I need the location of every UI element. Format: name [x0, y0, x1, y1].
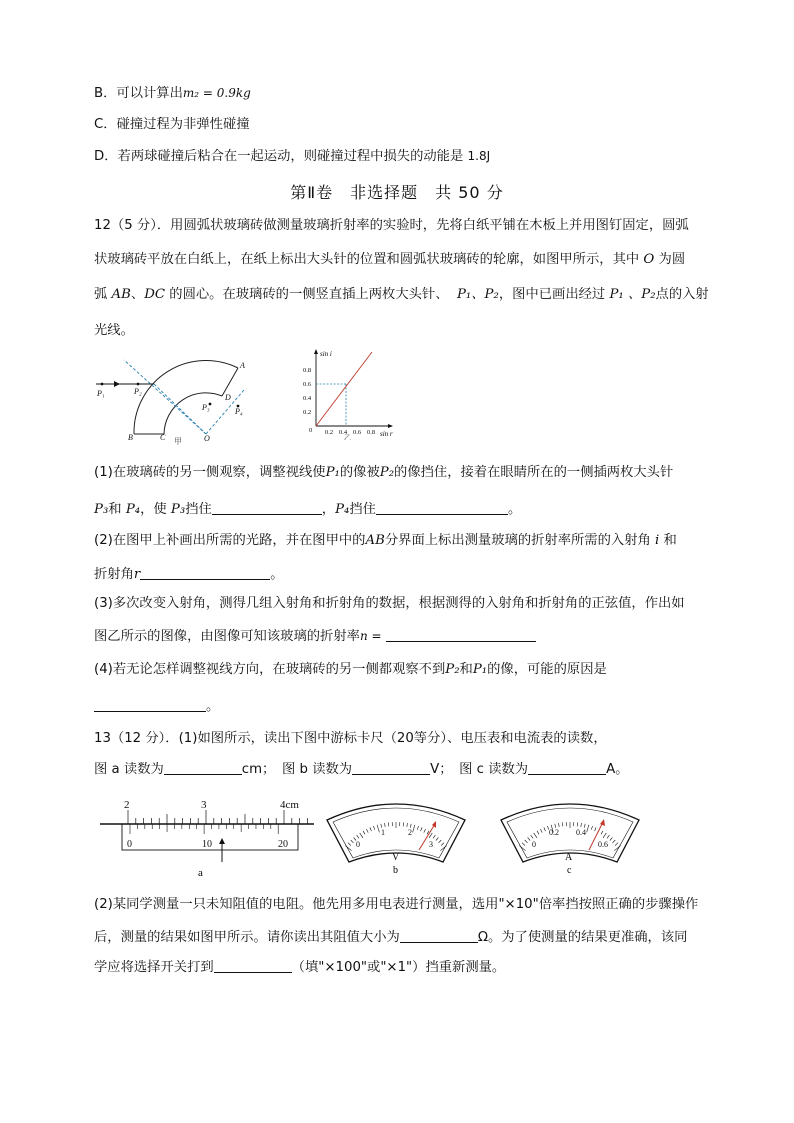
answer-blank-ammeter[interactable] — [528, 760, 606, 775]
meter-scale-tick — [577, 822, 578, 826]
ammeter — [497, 798, 643, 884]
yi-y-arrow — [314, 349, 318, 354]
meter-scale-tick — [610, 837, 613, 840]
label-a: A — [240, 361, 245, 370]
label-p1: P₁ — [97, 389, 105, 398]
vernier-tick-20: 20 — [278, 839, 288, 850]
yi-ytick-0.8: 0.8 — [303, 367, 312, 374]
answer-blank-caliper[interactable] — [164, 760, 242, 775]
pin-p2 — [137, 383, 140, 386]
ammeter-tick-0.4: 0.4 — [576, 828, 586, 837]
vernier-tick-10: 10 — [202, 839, 212, 850]
q12-s4-line-1: (4)若无论怎样调整视线方向，在玻璃砖的另一侧都观察不到P₂和P₁的像，可能的原因是 — [94, 662, 607, 677]
yi-xtick-0.4: 0.4 — [339, 429, 348, 436]
meter-scale-tick — [436, 837, 439, 840]
glass-outer-arc — [134, 360, 238, 434]
ray-arrow — [114, 381, 120, 387]
q12-s2-line-2: 折射角r 。 — [94, 567, 284, 582]
answer-blank-reason[interactable] — [94, 697, 206, 712]
answer-blank-range[interactable] — [214, 958, 292, 973]
meter-scale-tick — [441, 843, 444, 846]
meter-scale-tick — [360, 833, 363, 838]
main-tick-4cm: 4cm — [280, 799, 299, 811]
caliper-arrow-head — [219, 838, 225, 844]
ammeter-inner — [507, 808, 633, 858]
meter-scale-tick — [433, 835, 435, 838]
vernier-caliper — [98, 796, 320, 882]
answer-blank-p4[interactable] — [376, 500, 508, 515]
q13-line-1: 13（12 分）．(1)如图所示，读出下图中游标卡尺（20等分）、电压表和电流表的读数， — [94, 731, 607, 746]
caliper-caption: a — [198, 867, 203, 879]
meter-scale-tick — [439, 840, 442, 843]
option-b: B．可以计算出m₂ = 0.9kg — [94, 86, 251, 101]
label-b: B — [128, 433, 133, 442]
meter-scale-tick — [385, 823, 386, 827]
meter-scale-tick — [373, 826, 374, 830]
meter-scale-tick — [377, 825, 379, 833]
q12-s1-line-1: (1)在玻璃砖的另一侧观察，调整视线使P₁的像被P₂的像挡住，接着在眼睛所在的一侧插两枚大头针 — [94, 465, 674, 480]
q12-s2-line-1: (2)在图甲上补画出所需的光路，并在图甲中的AB分界面上标出测量玻璃的折射率所需的入射角 i 和 — [94, 533, 677, 548]
ammeter-tick-0: 0 — [532, 840, 536, 849]
label-p2: P₂ — [134, 387, 142, 396]
yi-origin: 0 — [309, 427, 313, 434]
figure-jia-caption: 甲 — [174, 437, 182, 446]
meter-scale-tick — [407, 823, 408, 827]
meter-scale-tick — [544, 827, 546, 831]
meter-scale-tick — [601, 831, 603, 835]
meter-scale-tick — [413, 825, 415, 833]
answer-blank-resistance[interactable] — [400, 928, 478, 943]
meter-scale-tick — [528, 837, 531, 840]
meter-scale-tick — [388, 822, 389, 826]
glass-inner-arc — [164, 393, 222, 434]
yi-xlabel: sin r — [380, 430, 393, 438]
voltmeter-tick-1: 1 — [381, 828, 385, 837]
ammeter-caption: c — [567, 865, 572, 876]
label-o: O — [204, 434, 210, 443]
meter-scale-tick — [562, 822, 563, 826]
q12-line-3: 弧 AB、DC 的圆心。在玻璃砖的一侧竖直插上两枚大头针、 P₁、P₂，图中已画出经过 P₁ 、P₂点的入射 — [94, 287, 709, 302]
yi-ytick-0.4: 0.4 — [303, 395, 312, 402]
option-b-formula: m₂ = 0.9kg — [182, 86, 251, 100]
figure-yi — [300, 346, 396, 440]
ammeter-unit: A — [565, 852, 573, 863]
yi-ytick-0.2: 0.2 — [303, 409, 312, 416]
voltmeter-tick-2: 2 — [408, 828, 412, 837]
label-p3: P₃ — [202, 403, 210, 412]
voltmeter-unit: V — [392, 852, 400, 863]
voltmeter-tick-0: 0 — [356, 840, 360, 849]
normal-dashed-1 — [124, 360, 206, 434]
meter-scale-tick — [531, 835, 533, 838]
option-d: D．若两球碰撞后粘合在一起运动，则碰撞过程中损失的动能是 1.8J — [94, 149, 491, 164]
meter-scale-tick — [534, 833, 537, 838]
q12-s4-line-2: 。 — [94, 697, 219, 716]
meter-scale-tick — [417, 826, 418, 830]
meter-scale-tick — [363, 831, 365, 835]
meter-scale-tick — [424, 829, 426, 833]
figure-yi-caption: 乙 — [344, 434, 351, 440]
q12-s1-line-2: P₃和 P₄，使 P₃挡住 ，P₄挡住 。 — [94, 502, 522, 517]
meter-scale-tick — [370, 827, 372, 831]
answer-blank-p3[interactable] — [212, 500, 322, 515]
label-d: D — [225, 393, 231, 402]
voltmeter-tick-3: 3 — [429, 840, 433, 849]
q13-line-2: 图 a 读数为 cm； 图 b 读数为 V； 图 c 读数为 A。 — [94, 762, 629, 777]
meter-scale-tick — [587, 825, 589, 833]
meter-scale-tick — [525, 840, 528, 843]
ammeter-tick-0.6: 0.6 — [598, 840, 608, 849]
q12-s3-line-2: 图乙所示的图像，由图像可知该玻璃的折射率n = — [94, 627, 536, 646]
q12-line-1: 12（5 分）．用圆弧状玻璃砖做测量玻璃折射率的实验时，先将白纸平铺在木板上并用图钉固定，圆弧 — [94, 218, 689, 233]
meter-scale-tick — [366, 829, 368, 833]
yi-xtick-0.2: 0.2 — [325, 429, 334, 436]
label-c: C — [160, 433, 166, 442]
meter-scale-tick — [357, 835, 359, 838]
normal-dashed-3 — [154, 384, 206, 434]
q13-s2-line-2: 后，测量的结果如图甲所示。请你读出其阻值大小为 Ω。为了使测量的结果更准确，该同 — [94, 930, 688, 945]
meter-scale-tick — [522, 843, 525, 846]
meter-scale-tick — [603, 833, 606, 838]
yi-x-arrow — [388, 424, 393, 428]
yi-data-line — [316, 352, 372, 426]
q12-line-2: 状玻璃砖平放在白纸上，在纸上标出大头针的位置和圆弧状玻璃砖的轮廓，如图甲所示，其中 O 为圆 — [94, 252, 686, 267]
meter-scale-tick — [540, 829, 542, 833]
yi-ylabel: sin i — [320, 350, 332, 358]
ammeter-needle-head — [600, 819, 605, 826]
ammeter-tick-0.2: 0.2 — [549, 828, 559, 837]
vernier-tick-0: 0 — [127, 839, 132, 850]
meter-scale-tick — [537, 831, 539, 835]
answer-blank-voltmeter[interactable] — [352, 760, 430, 775]
section-title: 第Ⅱ卷 非选择题 共 50 分 — [290, 183, 504, 202]
main-tick-2: 2 — [124, 799, 130, 811]
meter-scale-tick — [403, 822, 404, 826]
glass-edge-ab — [222, 368, 238, 396]
main-tick-3: 3 — [201, 799, 207, 811]
meter-scale-tick — [615, 843, 618, 846]
voltmeter — [323, 798, 469, 884]
meter-scale-tick — [559, 823, 560, 827]
voltmeter-caption: b — [393, 865, 398, 876]
q13-s2-line-1: (2)某同学测量一只未知阻值的电阻。他先用多用电表进行测量，选用"×10"倍率挡按照正确的步骤操作 — [94, 897, 699, 912]
meter-scale-tick — [348, 843, 351, 846]
pin-p1 — [101, 383, 104, 386]
yi-ytick-0.6: 0.6 — [303, 381, 312, 388]
q12-line-4: 光线。 — [94, 323, 134, 338]
q13-s2-line-3: 学应将选择开关打到 （填"×100"或"×1"）挡重新测量。 — [94, 960, 506, 975]
meter-scale-tick — [421, 827, 423, 831]
voltmeter-inner — [333, 808, 459, 858]
meter-scale-tick — [595, 827, 597, 831]
yi-xtick-0.6: 0.6 — [353, 429, 362, 436]
answer-blank-n[interactable] — [386, 627, 536, 642]
q12-s3-line-1: (3)多次改变入射角，测得几组入射角和折射角的数据，根据测得的入射角和折射角的正弦值，作出如 — [94, 596, 685, 611]
meter-scale-tick — [613, 840, 616, 843]
meter-scale-tick — [607, 835, 609, 838]
figure-jia — [94, 352, 264, 446]
meter-scale-tick — [591, 826, 592, 830]
meter-scale-tick — [351, 840, 354, 843]
answer-blank-r[interactable] — [140, 565, 270, 580]
meter-scale-tick — [581, 823, 582, 827]
yi-xtick-0.8: 0.8 — [367, 429, 376, 436]
option-c: C．碰撞过程为非弹性碰撞 — [94, 117, 250, 132]
label-p4: P₄ — [235, 407, 243, 416]
